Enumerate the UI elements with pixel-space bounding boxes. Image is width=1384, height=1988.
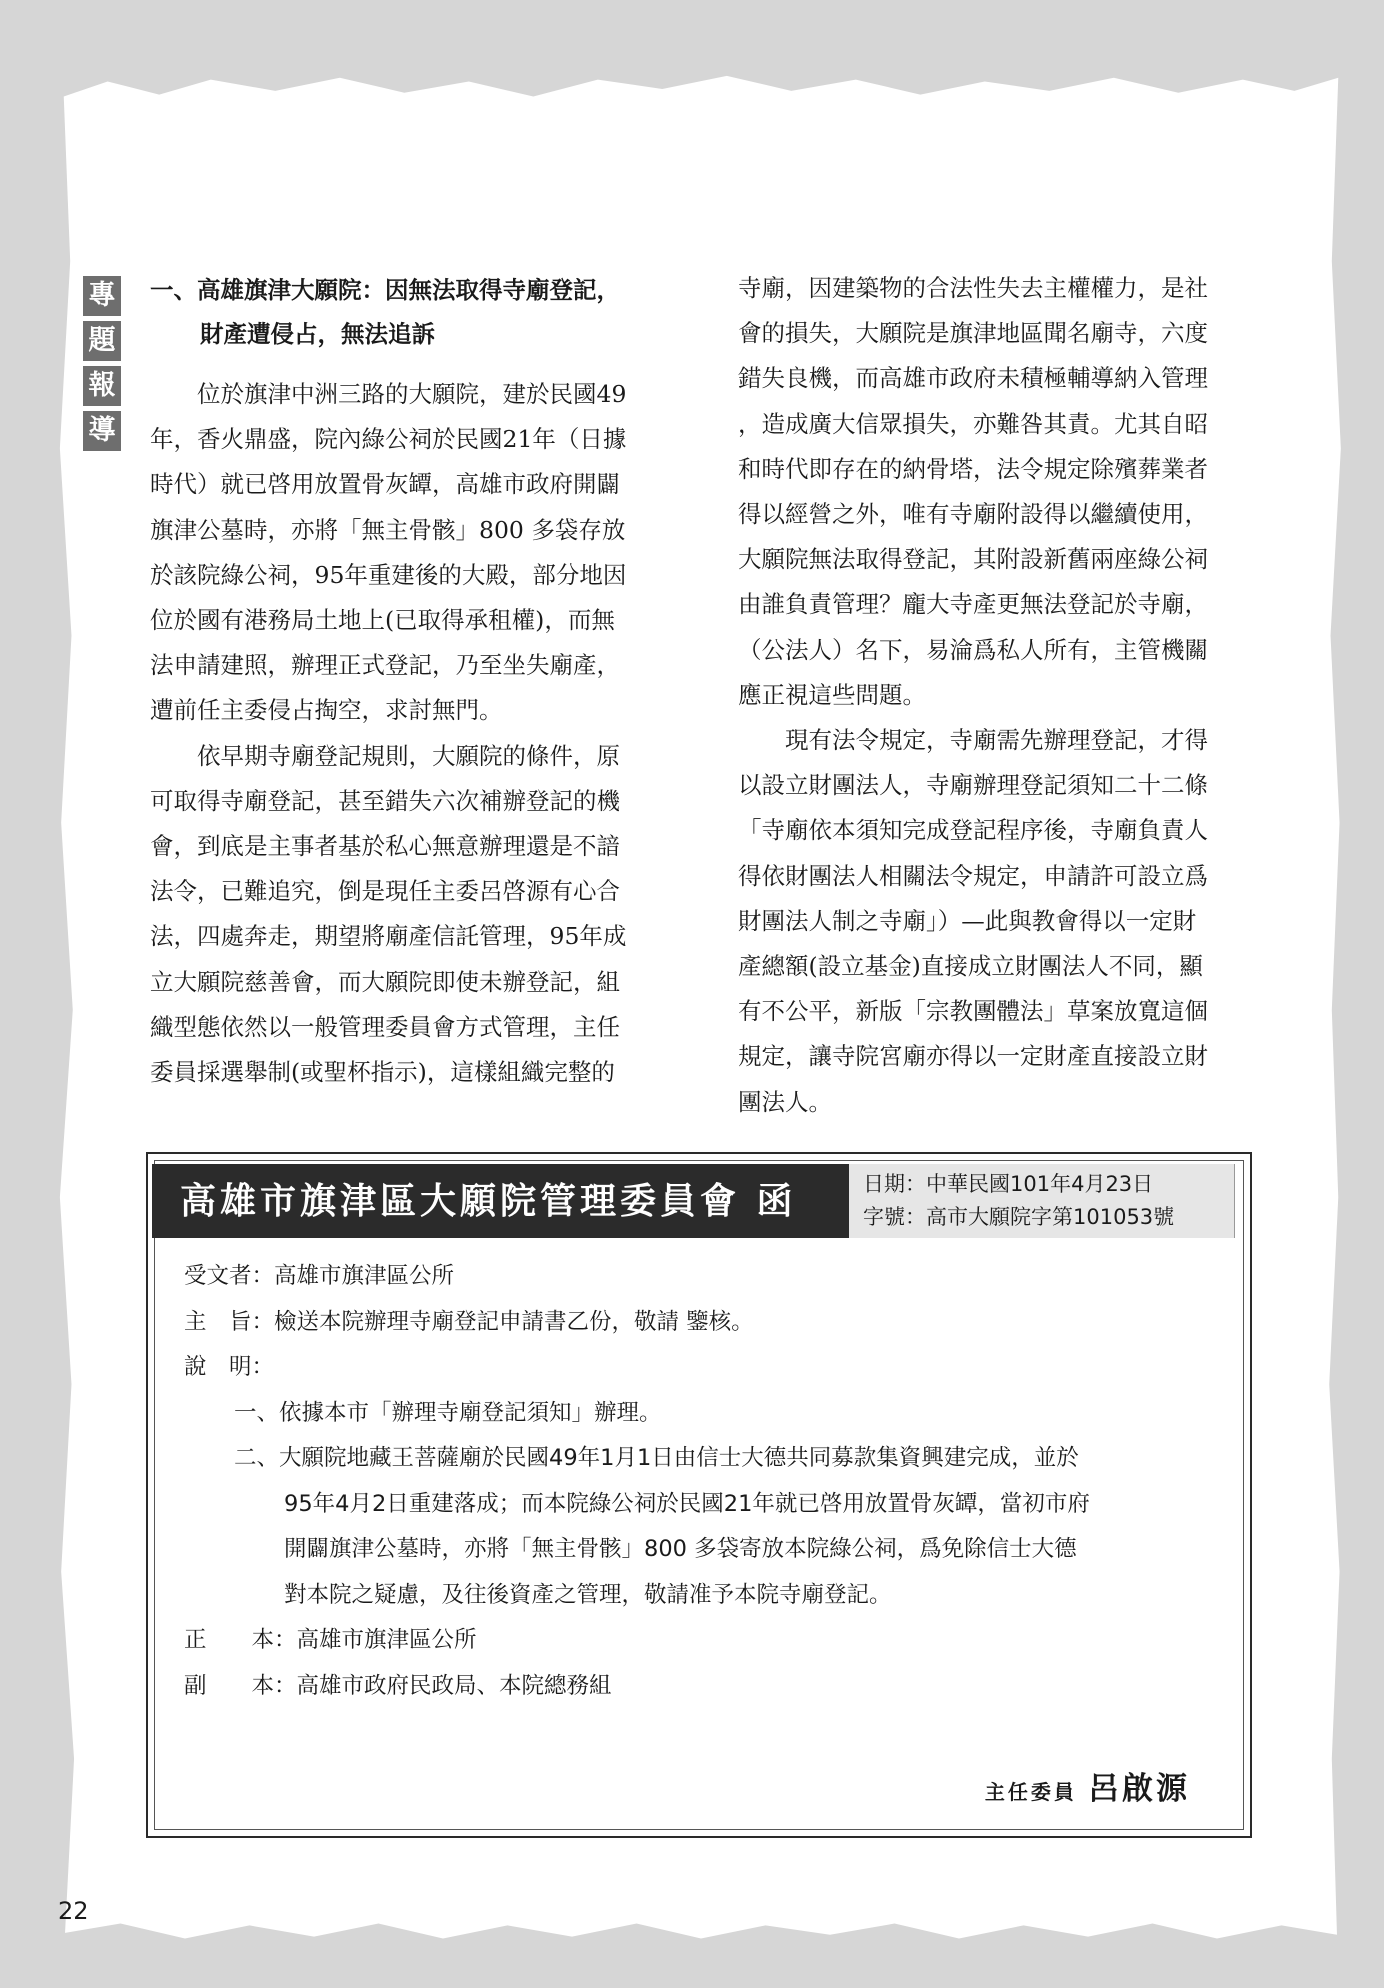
page-number: 22 (58, 1897, 89, 1925)
text-line: ，造成廣大信眾損失，亦難咎其責。尤其自昭 (738, 409, 1208, 438)
letter-recipient: 受文者：高雄市旗津區公所 (184, 1263, 455, 1289)
tag-char: 題 (83, 321, 121, 361)
text-line: 委員採選舉制(或聖杯指示)，這樣組織完整的 (150, 1058, 615, 1087)
tag-char: 專 (83, 276, 121, 316)
text-line: 時代）就已啓用放置骨灰罈，高雄市政府開闢 (150, 470, 620, 499)
text-line: 寺廟，因建築物的合法性失去主權權力，是社 (738, 274, 1208, 302)
text-line: （公法人）名下，易淪爲私人所有，主管機關 (738, 635, 1208, 664)
heading-line: 財產遭侵占，無法追訴 (200, 320, 435, 348)
letter-item: 一、依據本市「辦理寺廟登記須知」辦理。 (234, 1399, 662, 1426)
official-letter (146, 1152, 1252, 1838)
text-line: 可取得寺廟登記，甚至錯失六次補辦登記的機 (150, 786, 620, 815)
tag-char: 報 (83, 366, 121, 406)
text-line: 年，香火鼎盛，院內綠公祠於民國21年（日據 (150, 425, 627, 454)
letter-subject: 主 旨：檢送本院辦理寺廟登記申請書乙份，敬請 鑒核。 (184, 1308, 754, 1335)
text-line: 法令，已難追究，倒是現任主委呂啓源有心合 (150, 877, 620, 906)
text-line: 於該院綠公祠，95年重建後的大殿，部分地因 (150, 560, 627, 589)
text-line: 會的損失，大願院是旗津地區聞名廟寺，六度 (738, 319, 1208, 348)
letter-original-copy: 正 本：高雄市旗津區公所 (184, 1627, 477, 1653)
letter-item-continued: 95年4月2日重建落成；而本院綠公祠於民國21年就已啓用放置骨灰罈，當初市府 (284, 1490, 1090, 1517)
text-line: 立大願院慈善會，而大願院即使未辦登記，組 (150, 967, 620, 996)
text-line: 得以經營之外，唯有寺廟附設得以繼續使用， (738, 500, 1208, 529)
text-line: 位於旗津中洲三路的大願院，建於民國49 (197, 380, 627, 408)
text-line: 依早期寺廟登記規則，大願院的條件，原 (197, 741, 620, 770)
letter-explanation-label: 說 明： (184, 1354, 275, 1380)
text-line: 「寺廟依本須知完成登記程序後，寺廟負責人 (738, 816, 1208, 845)
text-line: 織型態依然以一般管理委員會方式管理，主任 (150, 1012, 620, 1041)
letter-item-continued: 開闢旗津公墓時，亦將「無主骨骸」800 多袋寄放本院綠公祠，爲免除信士大德 (284, 1536, 1077, 1562)
text-line: 財團法人制之寺廟」）—此與教會得以一定財 (738, 906, 1197, 935)
text-line: 旗津公墓時，亦將「無主骨骸」800 多袋存放 (150, 515, 626, 544)
paragraph (738, 266, 1256, 718)
text-line: 大願院無法取得登記，其附設新舊兩座綠公祠 (738, 545, 1208, 574)
letter-duplicate-copy: 副 本：高雄市政府民政局、本院總務組 (184, 1672, 612, 1699)
letter-ref-no: 字號：高市大願院字第101053號 (863, 1205, 1175, 1229)
text-line: 由誰負責管理？龐大寺產更無法登記於寺廟， (738, 590, 1208, 619)
text-line: 應正視這些問題。 (738, 680, 926, 709)
text-line: 和時代即存在的納骨塔，法令規定除殯葬業者 (738, 454, 1208, 483)
letter-date: 日期：中華民國101年4月23日 (863, 1172, 1154, 1196)
right-column (738, 266, 1256, 1125)
section-heading (150, 268, 668, 356)
text-line: 得依財團法人相關法令規定，申請許可設立爲 (738, 861, 1208, 890)
text-line: 規定，讓寺院宮廟亦得以一定財產直接設立財 (738, 1042, 1208, 1071)
text-line: 有不公平，新版「宗教團體法」草案放寬這個 (738, 997, 1208, 1026)
text-line: 法，四處奔走，期望將廟產信託管理，95年成 (150, 922, 627, 951)
heading-line: 一、高雄旗津大願院：因無法取得寺廟登記， (150, 276, 620, 304)
left-column (150, 268, 668, 1095)
paragraph (738, 718, 1256, 1125)
paragraph (150, 372, 668, 734)
letter-item: 二、大願院地藏王菩薩廟於民國49年1月1日由信士大德共同募款集資興建完成，並於 (234, 1445, 1079, 1471)
letter-item-continued: 對本院之疑慮，及往後資產之管理，敬請准予本院寺廟登記。 (284, 1581, 892, 1608)
letter-title: 高雄市旗津區大願院管理委員會 函 (152, 1164, 849, 1238)
text-line: 以設立財團法人，寺廟辦理登記須知二十二條 (738, 771, 1208, 800)
text-line: 現有法令規定，寺廟需先辦理登記，才得 (785, 726, 1208, 755)
letter-meta (849, 1164, 1235, 1238)
tag-char: 導 (83, 411, 121, 451)
section-tag (83, 276, 121, 456)
signature (985, 1763, 1190, 1808)
text-line: 法申請建照，辦理正式登記，乃至坐失廟產， (150, 651, 620, 680)
text-line: 團法人。 (738, 1087, 832, 1116)
text-line: 遭前任主委侵占掏空，求討無門。 (150, 696, 503, 725)
text-line: 產總額(設立基金)直接成立財團法人不同，顯 (738, 952, 1203, 981)
text-line: 錯失良機，而高雄市政府未積極輔導納入管理 (738, 364, 1208, 393)
paragraph (150, 734, 668, 1096)
signature-name: 呂啟源 (1088, 1771, 1190, 1807)
letter-body (184, 1254, 1184, 1709)
text-line: 會，到底是主事者基於私心無意辦理還是不諳 (150, 832, 620, 861)
signature-title: 主任委員 (984, 1780, 1077, 1804)
text-line: 位於國有港務局土地上(已取得承租權)，而無 (150, 606, 615, 635)
